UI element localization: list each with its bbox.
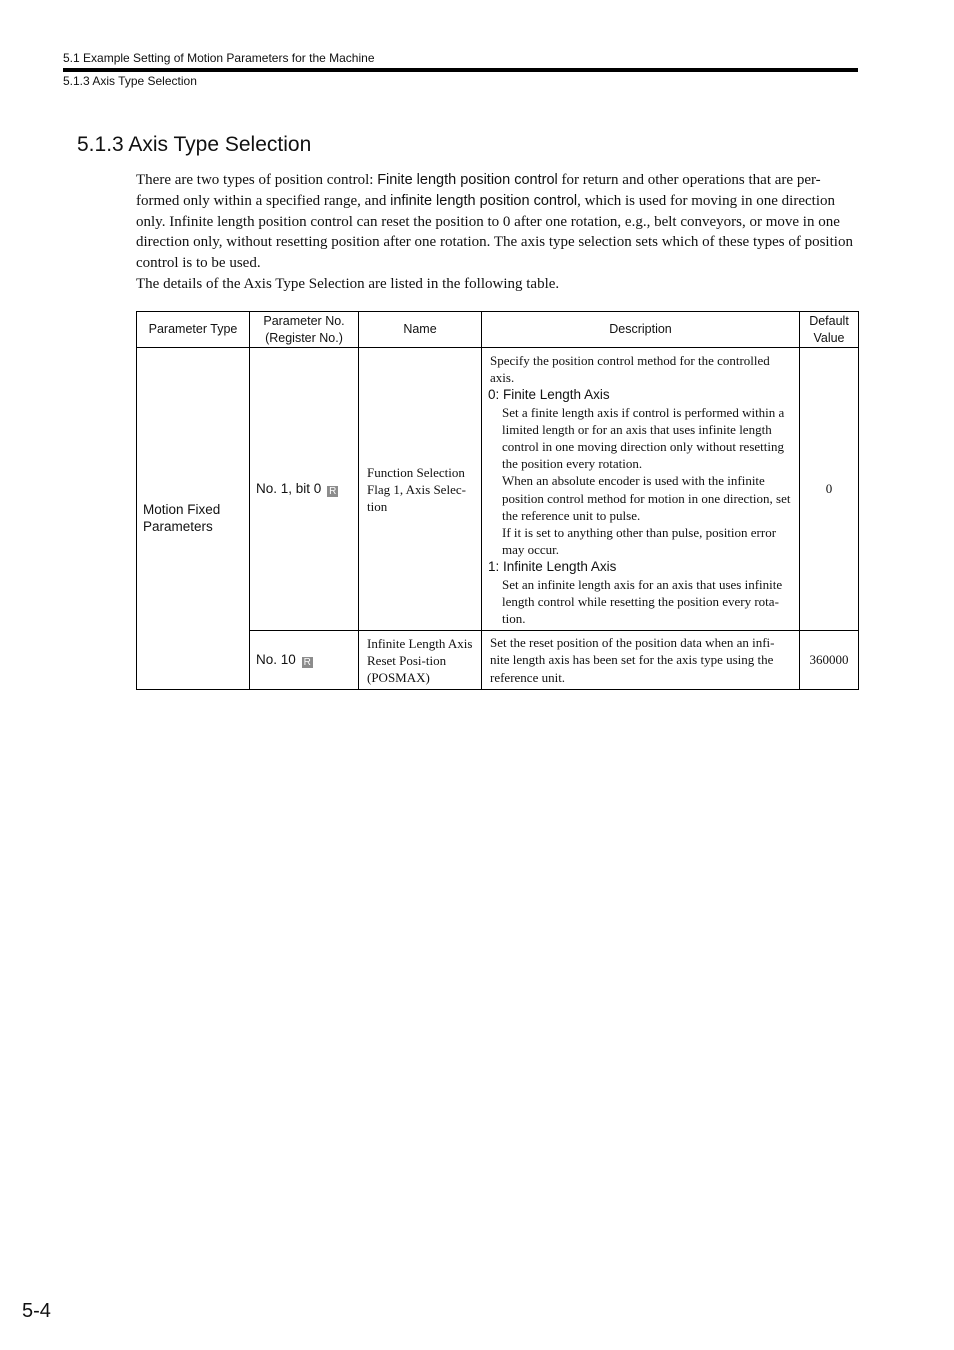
option-finite-text-2: When an absolute encoder is used with the infinite position control method for motion in one direction, set the reference unit to pulse. bbox=[502, 473, 791, 523]
intro-text-part: , which is used for moving in one direction only. Infinite length position control can reset the position to 0 after one rotation, e.g., belt conveyors, or move in one direction only, without resetting position after one rotation. The axis type selection sets which of these types of position control is to be used. bbox=[136, 192, 853, 272]
intro-text bbox=[136, 170, 858, 295]
cell-parameter-no bbox=[250, 348, 359, 631]
header-parameter-type: Parameter Type bbox=[137, 312, 250, 348]
parameter-no-text: No. 1, bit 0 bbox=[256, 481, 322, 497]
table-header-row bbox=[137, 312, 859, 348]
register-r-icon: R bbox=[303, 657, 311, 669]
intro-text-part: There are two types of position control: bbox=[136, 172, 378, 188]
option-infinite-text: Set an infinite length axis for an axis that uses infinite length control while resetting the position every rota-tion. bbox=[502, 576, 783, 627]
option-finite-length: 0: Finite Length Axis bbox=[488, 387, 610, 403]
cell-name: Function Selection Flag 1, Axis Selec-tion bbox=[359, 348, 482, 631]
description-intro: Specify the position control method for the controlled axis. bbox=[490, 353, 770, 386]
option-infinite-length: 1: Infinite Length Axis bbox=[488, 559, 617, 575]
header-default-value: Default Value bbox=[800, 312, 859, 348]
term-infinite-length: infinite length position control bbox=[390, 192, 578, 209]
header-name: Name bbox=[359, 312, 482, 348]
register-r-icon: R bbox=[329, 486, 337, 498]
cell-description bbox=[482, 348, 800, 631]
table-row bbox=[137, 348, 859, 631]
intro-paragraph-2: The details of the Axis Type Selection are listed in the following table. bbox=[136, 275, 560, 292]
cell-description: Set the reset position of the position data when an infi-nite length axis has been set for the axis type using the reference unit. bbox=[482, 631, 800, 690]
axis-type-table bbox=[136, 311, 859, 690]
option-finite-text-3: If it is set to anything other than pulse, position error may occur. bbox=[502, 525, 777, 558]
running-header-section: 5.1.3 Axis Type Selection bbox=[63, 74, 197, 88]
intro-paragraph-1 bbox=[136, 170, 858, 274]
parameter-no-text: No. 10 bbox=[256, 652, 296, 668]
header-parameter-no: Parameter No. (Register No.) bbox=[250, 312, 359, 348]
cell-name: Infinite Length Axis Reset Posi-tion (POSMAX) bbox=[359, 631, 482, 690]
term-finite-length: Finite length position control bbox=[377, 172, 558, 188]
header-description: Description bbox=[482, 312, 800, 348]
cell-default-value: 0 bbox=[800, 348, 859, 631]
cell-parameter-type: Motion Fixed Parameters bbox=[137, 348, 250, 690]
section-title: 5.1.3 Axis Type Selection bbox=[77, 133, 312, 156]
cell-parameter-no bbox=[250, 631, 359, 690]
option-finite-text-1: Set a finite length axis if control is performed within a limited length or for an axis that uses infinite length control in one moving direction only without resetting the position every rotation. bbox=[502, 404, 785, 472]
header-rule bbox=[63, 68, 858, 72]
intro-text-part: for return and other operations that are per-formed only within a specified range, and bbox=[136, 172, 821, 209]
running-header-chapter: 5.1 Example Setting of Motion Parameters for the Machine bbox=[63, 51, 375, 65]
page-number: 5-4 bbox=[22, 1300, 51, 1322]
cell-default-value: 360000 bbox=[800, 631, 859, 690]
